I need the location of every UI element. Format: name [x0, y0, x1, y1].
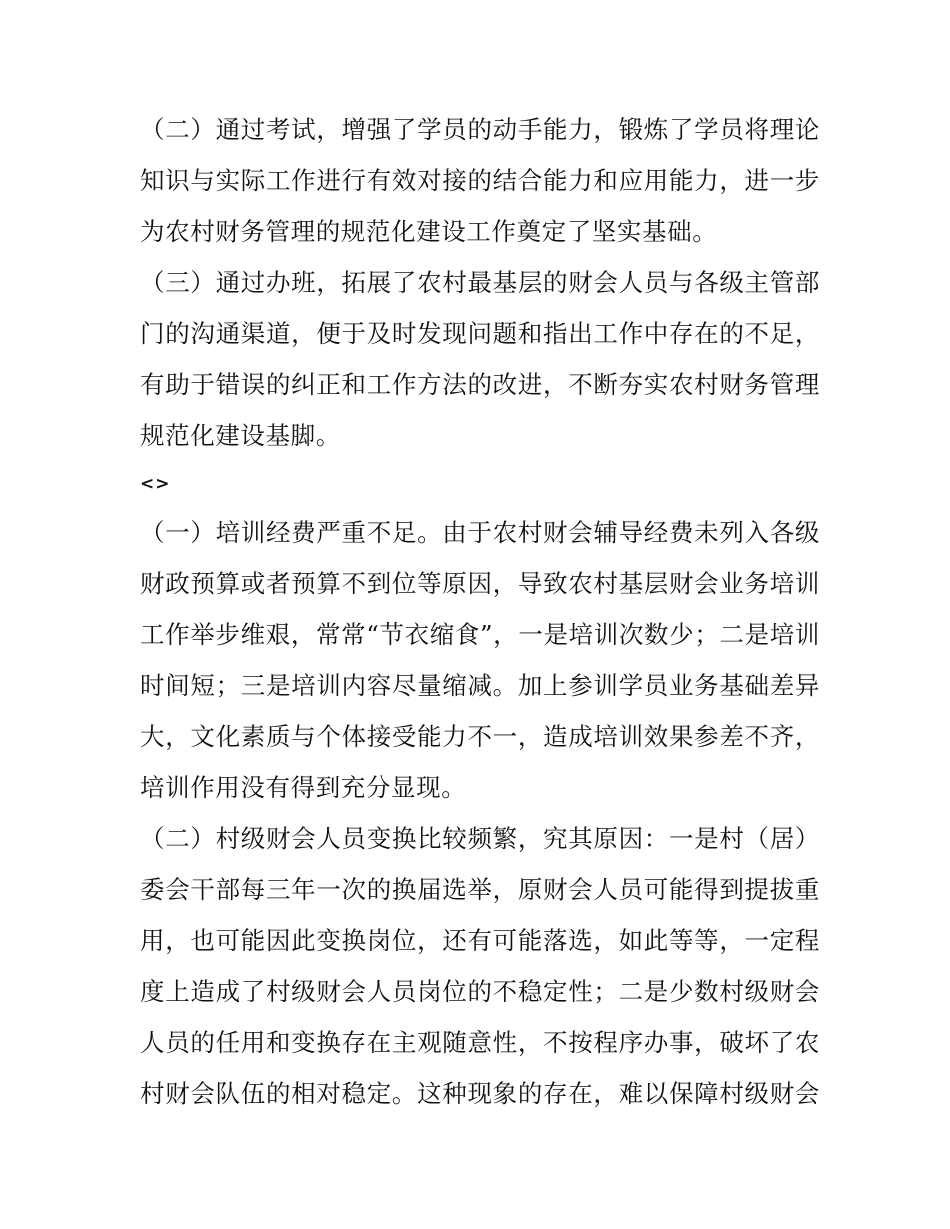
- text-line: 用，也可能因此变换岗位，还有可能落选，如此等等，一定程: [140, 926, 820, 955]
- text-line: 度上造成了村级财会人员岗位的不稳定性；二是少数村级财会: [140, 977, 820, 1006]
- text-line: 为农村财务管理的规范化建设工作奠定了坚实基础。: [140, 217, 718, 246]
- paragraph-staff-turnover: [140, 813, 820, 1119]
- text-line: （二）村级财会人员变换比较频繁，究其原因：一是村（居）: [140, 824, 820, 853]
- paragraph-class-benefit: [140, 257, 820, 461]
- text-line: 大，文化素质与个体接受能力不一，造成培训效果参差不齐，: [140, 722, 820, 751]
- text-line: 工作举步维艰，常常“节衣缩食”，一是培训次数少；二是培训: [140, 620, 820, 649]
- text-line: （三）通过办班，拓展了农村最基层的财会人员与各级主管部: [140, 268, 820, 297]
- text-line: 时间短；三是培训内容尽量缩减。加上参训学员业务基础差异: [140, 671, 820, 700]
- document-body: [140, 104, 820, 1119]
- text-line: 门的沟通渠道，便于及时发现问题和指出工作中存在的不足，: [140, 319, 820, 348]
- text-line: （二）通过考试，增强了学员的动手能力，锻炼了学员将理论: [140, 115, 820, 144]
- text-line: 知识与实际工作进行有效对接的结合能力和应用能力，进一步: [140, 166, 820, 195]
- text-line: 村财会队伍的相对稳定。这种现象的存在，难以保障村级财会: [140, 1079, 820, 1108]
- text-line: 规范化建设基脚。: [140, 421, 341, 450]
- text-line: 人员的任用和变换存在主观随意性，不按程序办事，破坏了农: [140, 1028, 820, 1057]
- paragraph-funding-shortage: [140, 507, 820, 813]
- paragraph-exam-benefit: [140, 104, 820, 257]
- text-line: 有助于错误的纠正和工作方法的改进，不断夯实农村财务管理: [140, 370, 820, 399]
- text-line: 培训作用没有得到充分显现。: [140, 773, 467, 802]
- text-line: 财政预算或者预算不到位等原因，导致农村基层财会业务培训: [140, 569, 820, 598]
- text-line: （一）培训经费严重不足。由于农村财会辅导经费未列入各级: [140, 518, 820, 547]
- text-line: 委会干部每三年一次的换届选举，原财会人员可能得到提拔重: [140, 875, 820, 904]
- section-marker: <>: [140, 474, 171, 494]
